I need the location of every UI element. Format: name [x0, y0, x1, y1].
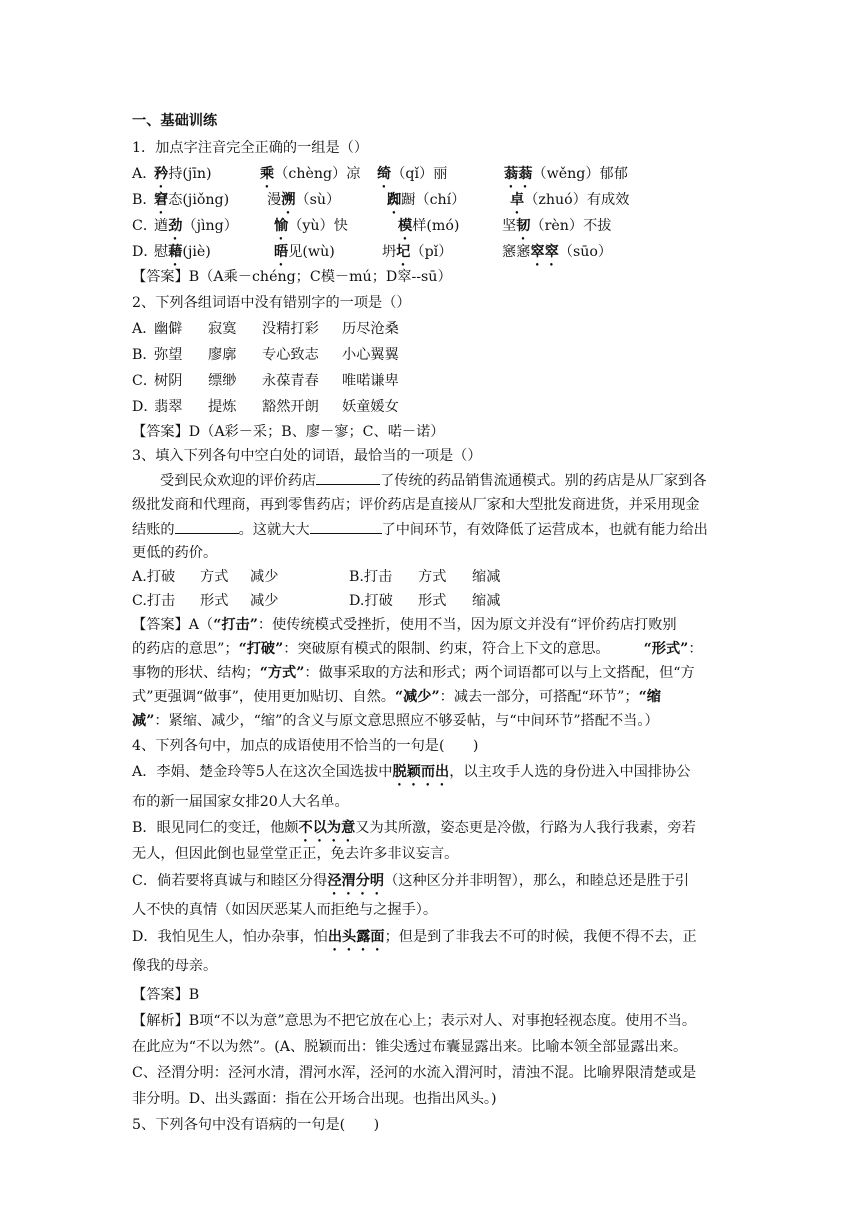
option-label: C．	[132, 373, 158, 389]
word: 方式	[200, 569, 229, 585]
word: 缥缈	[208, 373, 237, 389]
q4-option-a-line-1: A．李娟、楚金玲等5人在这次全国选拔中脱颖而出，以主攻手人选的身份进入中国排协公	[132, 764, 691, 780]
q1-b-item-4: 卓（zhuó）有成效	[510, 192, 630, 208]
option-label: B．	[132, 347, 157, 363]
q1-d-item-3: 坍圮（pǐ）	[382, 244, 453, 260]
dotted-idiom: 泾渭分明	[327, 873, 385, 889]
word: 形式	[200, 593, 229, 609]
q1-a-item-1: 矜持(jīn)	[154, 166, 212, 182]
word: 寂寞	[208, 321, 237, 337]
q4-analysis-line-2: 在此应为“不以为然”。(A、脱颖而出：锥尖透过布囊显露出来。比喻本领全部显露出来。	[132, 1039, 688, 1055]
question-2-stem: 2、下列各组词语中没有错别字的一项是（）	[132, 295, 411, 311]
option-label: A．	[132, 321, 157, 337]
q3-passage-line-3: 结账的 。这就大大 了中间环节，有效降低了运营成本，也就有能力给出	[132, 518, 708, 539]
q1-c-item-1: 遒劲（jìng）	[154, 218, 238, 234]
q1-c-item-4: 坚韧（rèn）不拔	[502, 218, 612, 234]
word: 缩减	[472, 569, 501, 585]
q4-answer: 【答案】B	[132, 987, 200, 1003]
word: 小心翼翼	[342, 347, 399, 363]
option-label: B．	[132, 192, 157, 208]
option-label: A．	[132, 166, 157, 182]
blank-3[interactable]	[310, 518, 382, 534]
q3-passage-line-1: 受到民众欢迎的评价药店 了传统的药品销售流通模式。别的药店是从厂家到各	[160, 469, 706, 490]
word: 弥望	[154, 347, 183, 363]
q4-option-a-line-2: 布的新一届国家女排20人大名单。	[132, 794, 349, 810]
word: 妖童媛女	[342, 399, 399, 415]
word: 方式	[418, 569, 447, 585]
q1-b-item-2: 漫溯（sù）	[267, 192, 341, 208]
word: 专心致志	[262, 347, 319, 363]
q1-d-item-2: 晤见(wù)	[274, 244, 335, 260]
word: 翡翠	[154, 399, 183, 415]
q2-answer: 【答案】D（A彩－采；B、廖－寥；C、喏－诺）	[132, 424, 445, 440]
q3-answer-line-2: 的药店的意思”；“打破”：突破原有模式的限制、约束，符合上下文的意思。 “形式”：	[132, 641, 703, 657]
blank-2[interactable]	[175, 518, 239, 534]
dotted-idiom: 脱颖而出	[392, 764, 450, 780]
q1-a-item-2: 乘（chèng）凉	[260, 166, 361, 182]
question-5-stem: 5、下列各句中没有语病的一句是( )	[132, 1117, 380, 1133]
option-label: D．	[132, 244, 158, 260]
q1-c-item-3: 模样(mó)	[398, 218, 460, 234]
word: 树阴	[154, 373, 183, 389]
option-label: D．	[132, 399, 158, 415]
word: 廖廓	[208, 347, 237, 363]
q3-passage-line-4: 更低的药价。	[132, 545, 218, 561]
q1-a-item-3: 绮（qǐ）丽	[377, 166, 448, 182]
word: 减少	[250, 569, 279, 585]
word: 形式	[418, 593, 447, 609]
q3-answer-line-4: 式”更强调“做事”，使用更加贴切、自然。“减少”：减去一部分，可搭配“环节”；“缩	[132, 689, 661, 705]
word: 幽僻	[154, 321, 183, 337]
option-a: A.打破	[132, 569, 176, 585]
q4-analysis-line-1: 【解析】B项“不以为意”意思为不把它放在心上；表示对人、对事抱轻视态度。使用不当。	[132, 1013, 697, 1029]
option-label: C．	[132, 218, 158, 234]
word: 唯喏谦卑	[342, 373, 399, 389]
q1-d-item-4: 窸窸窣窣（sūo）	[502, 244, 613, 260]
q4-option-d-line-1: D．我怕见生人，怕办杂事，怕出头露面；但是到了非我去不可的时候，我便不得不去，正	[132, 929, 697, 945]
dotted-idiom: 不以为意	[298, 820, 356, 836]
q1-b-item-3: 踟蹰（chí）	[387, 192, 466, 208]
q4-option-c-line-2: 人不快的真情（如因厌恶某人而拒绝与之握手）。	[132, 902, 438, 918]
question-4-stem: 4、下列各句中，加点的成语使用不恰当的一句是( )	[132, 738, 479, 754]
word: 永葆青春	[262, 373, 319, 389]
question-3-stem: 3、填入下列各句中空白处的词语，最恰当的一项是（）	[132, 448, 482, 464]
option-d: D.打破	[349, 593, 393, 609]
q4-option-d-line-2: 像我的母亲。	[132, 958, 218, 974]
word: 没精打彩	[262, 321, 319, 337]
q4-option-c-line-1: C．倘若要将真诚与和睦区分得泾渭分明（这种区分并非明智），那么，和睦总还是胜于引	[132, 873, 690, 889]
dotted-idiom: 出头露面	[327, 929, 385, 945]
word: 缩减	[472, 593, 501, 609]
question-1-stem: 1．加点字注音完全正确的一组是（）	[132, 140, 369, 156]
q4-analysis-line-3: C、泾渭分明：泾河水清，渭河水浑，泾河的水流入渭河时，清浊不混。比喻界限清楚或是	[132, 1065, 697, 1081]
word: 历尽沧桑	[342, 321, 399, 337]
option-c: C.打击	[132, 593, 176, 609]
q1-a-item-4: 蓊蓊（wěng）郁郁	[504, 166, 628, 182]
q1-d-item-1: 慰藉(jiè)	[154, 244, 211, 260]
q3-answer-line-5: 减”：紧缩、减少，“缩”的含义与原文意思照应不够妥帖，与“中间环节”搭配不当。）	[132, 713, 659, 729]
option-b: B.打击	[349, 569, 393, 585]
q1-answer: 【答案】B（A乘－chéng；C模－mú；D窣--sū）	[132, 269, 452, 285]
q4-option-b-line-1: B．眼见同仁的变迁，他颇不以为意又为其所激，姿态更是冷傲，行路为人我行我素，旁若	[132, 820, 696, 836]
section-title: 一、基础训练	[132, 113, 218, 129]
q3-passage-line-2: 级批发商和代理商，再到零售药店；评价药店是直接从厂家和大型批发商进货，并采用现金	[132, 497, 700, 513]
word: 减少	[250, 593, 279, 609]
word: 提炼	[208, 399, 237, 415]
q4-option-b-line-2: 无人，但因此倒也显堂堂正正，免去许多非议妄言。	[132, 846, 459, 862]
q4-analysis-line-4: 非分明。D、出头露面：指在公开场合出现。也指出风头。)	[132, 1091, 497, 1107]
q3-answer-line-3: 事物的形状、结构；“方式”：做事采取的方法和形式；两个词语都可以与上文搭配，但“方	[132, 665, 695, 681]
blank-1[interactable]	[316, 469, 380, 485]
word: 豁然开朗	[262, 399, 319, 415]
q3-answer-line-1: 【答案】A（“打击”：使传统模式受挫折，使用不当，因为原文并没有“评价药店打败别	[132, 617, 677, 633]
q1-b-item-1: 窘态(jiǒng)	[154, 192, 230, 208]
q1-c-item-2: 愉（yù）快	[274, 218, 348, 234]
